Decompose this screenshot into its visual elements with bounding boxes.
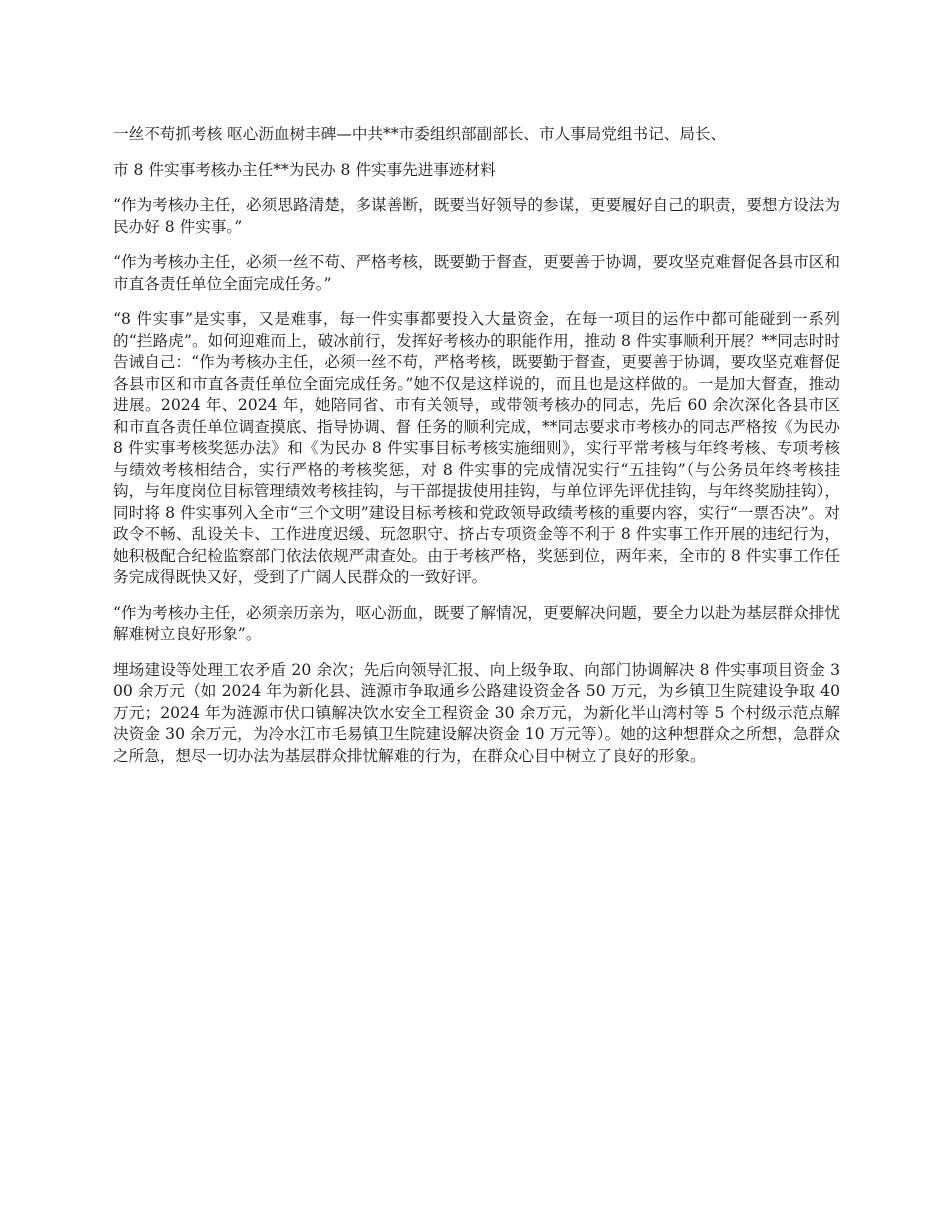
document-title-line-1: 一丝不苟抓考核 呕心沥血树丰碑—中共**市委组织部副部长、市人事局党组书记、局长、	[113, 125, 727, 143]
document-subtitle	[113, 160, 840, 182]
document-title-line-2: 市 8 件实事考核办主任**为民办 8 件实事先进事迹材料	[113, 160, 496, 179]
paragraph-2: “作为考核办主任，必须一丝不苟、严格考核，既要勤于督查，更要善于协调，要攻坚克难督促各县市区和市直各责任单位全面完成任务。”	[113, 253, 840, 293]
paragraph-1: “作为考核办主任，必须思路清楚，多谋善断，既要当好领导的参谋，更要履好自己的职责，要想方设法为民办好 8 件实事。”	[113, 196, 840, 236]
paragraph-3: “8 件实事”是实事，又是难事，每一件实事都要投入大量资金，在每一项目的运作中都可能碰到一系列的“拦路虎”。如何迎难而上，破冰前行，发挥好考核办的职能作用，推动 8 件实事顺利开展？**同志时时告诫自己：“作为考核办主任，必须一丝不苟，严格考核，既要勤于督查，更要善于协调，要攻坚克难督促各县市区和市直各责任单位全面完成任务。”她不仅是这样说的，而且也是这样做的。一是加大督查，推动进展。2024 年、2024 年，她陪同省、市有关领导，或带领考核办的同志，先后 60 余次深化各县市区和市直各责任单位调查摸底、指导协调、督 任务的顺利完成，**同志要求市考核办的同志严格按《为民办 8 件实事考核奖惩办法》和《为民办 8 件实事目标考核实施细则》，实行平常考核与年终考核、专项考核与绩效考核相结合，实行严格的考核奖惩，对 8 件实事的完成情况实行“五挂钩”（与公务员年终考核挂钩，与年度岗位目标管理绩效考核挂钩，与干部提拔使用挂钩，与单位评先评优挂钩，与年终奖励挂钩），同时将 8 件实事列入全市“三个文明”建设目标考核和党政领导政绩考核的重要内容，实行“一票否决”。对政令不畅、乱设关卡、工作进度迟缓、玩忽职守、挤占专项资金等不利于 8 件实事工作开展的违纪行为，她积极配合纪检监察部门依法依规严肃查处。由于考核严格，奖惩到位，两年来，全市的 8 件实事工作任务完成得既快又好，受到了广阔人民群众的一致好评。	[113, 310, 840, 586]
paragraph-4: “作为考核办主任，必须亲历亲为，呕心沥血，既要了解情况，更要解决问题，要全力以赴为基层群众排忧解难树立良好形象”。	[113, 603, 840, 643]
document-title	[113, 124, 840, 146]
paragraph-5: 埋场建设等处理工农矛盾 20 余次；先后向领导汇报、向上级争取、向部门协调解决 8 件实事项目资金 300 余万元（如 2024 年为新化县、涟源市争取通乡公路建设资金各 50 万元，为乡镇卫生院建设争取 40 万元；2024 年为涟源市伏口镇解决饮水安全工程资金 30 余万元，为新化半山湾村等 5 个村级示范点解决资金 30 余万元，为冷水江市毛易镇卫生院建设解决资金 10 万元等）。她的这种想群众之所想，急群众之所急，想尽一切办法为基层群众排忧解难的行为，在群众心目中树立了良好的形象。	[113, 660, 840, 765]
document-body	[113, 124, 840, 781]
